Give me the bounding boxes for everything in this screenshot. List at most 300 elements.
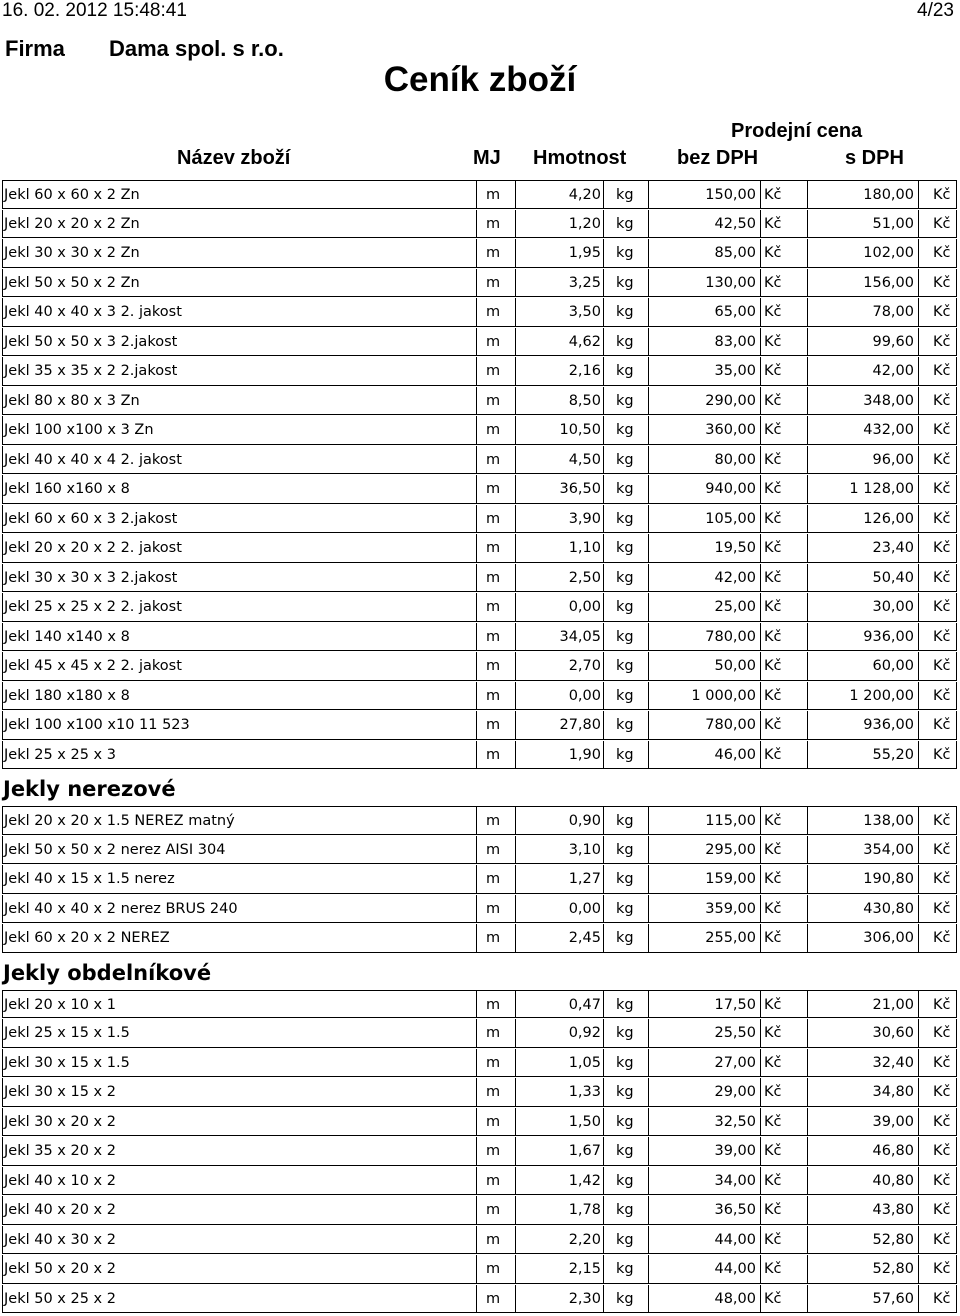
table-row (2, 1255, 957, 1285)
item-unit: m (476, 623, 515, 652)
currency-label: Kč (918, 1137, 957, 1166)
item-name: Jekl 30 x 30 x 3 2.jakost (2, 564, 476, 593)
item-weight: 4,50 (515, 446, 603, 475)
price-with-vat: 102,00 (807, 239, 918, 268)
weight-unit: kg (603, 269, 648, 298)
price-without-vat: 27,00 (648, 1049, 760, 1078)
weight-unit: kg (603, 1049, 648, 1078)
table-row (2, 1137, 957, 1167)
currency-label: Kč (760, 623, 807, 652)
price-with-vat: 1 128,00 (807, 475, 918, 504)
item-name: Jekl 20 x 20 x 2 2. jakost (2, 534, 476, 563)
item-weight: 2,15 (515, 1255, 603, 1284)
price-without-vat: 159,00 (648, 865, 760, 894)
currency-label: Kč (760, 836, 807, 865)
page-number: 4/23 (917, 0, 954, 21)
item-name: Jekl 100 x100 x 3 Zn (2, 416, 476, 445)
currency-label: Kč (918, 1167, 957, 1196)
price-with-vat: 156,00 (807, 269, 918, 298)
weight-unit: kg (603, 593, 648, 622)
weight-unit: kg (603, 180, 648, 209)
item-weight: 1,20 (515, 210, 603, 239)
table-row (2, 180, 957, 210)
currency-label: Kč (760, 1196, 807, 1225)
item-unit: m (476, 387, 515, 416)
item-name: Jekl 35 x 35 x 2 2.jakost (2, 357, 476, 386)
price-without-vat: 360,00 (648, 416, 760, 445)
item-unit: m (476, 328, 515, 357)
price-without-vat: 46,00 (648, 741, 760, 770)
price-with-vat: 354,00 (807, 836, 918, 865)
price-with-vat: 306,00 (807, 924, 918, 953)
currency-label: Kč (918, 534, 957, 563)
table-row (2, 652, 957, 682)
section-heading (2, 770, 957, 806)
price-with-vat: 138,00 (807, 806, 918, 835)
price-with-vat: 57,60 (807, 1285, 918, 1314)
section-title: Jekly nerezové (3, 777, 176, 801)
table-row (2, 269, 957, 299)
header-mj: MJ (473, 147, 501, 169)
price-without-vat: 50,00 (648, 652, 760, 681)
currency-label: Kč (918, 210, 957, 239)
weight-unit: kg (603, 924, 648, 953)
weight-unit: kg (603, 534, 648, 563)
table-row (2, 298, 957, 328)
currency-label: Kč (760, 475, 807, 504)
currency-label: Kč (918, 357, 957, 386)
item-name: Jekl 40 x 30 x 2 (2, 1226, 476, 1255)
currency-label: Kč (760, 505, 807, 534)
table-row (2, 865, 957, 895)
section-heading (2, 954, 957, 990)
table-row (2, 1049, 957, 1079)
item-name: Jekl 50 x 50 x 2 nerez AISI 304 (2, 836, 476, 865)
item-weight: 1,95 (515, 239, 603, 268)
price-table (2, 180, 957, 1314)
currency-label: Kč (760, 593, 807, 622)
item-name: Jekl 50 x 25 x 2 (2, 1285, 476, 1314)
weight-unit: kg (603, 741, 648, 770)
item-name: Jekl 40 x 10 x 2 (2, 1167, 476, 1196)
item-unit: m (476, 1078, 515, 1107)
weight-unit: kg (603, 357, 648, 386)
price-without-vat: 44,00 (648, 1226, 760, 1255)
price-without-vat: 290,00 (648, 387, 760, 416)
price-with-vat: 30,60 (807, 1019, 918, 1048)
weight-unit: kg (603, 1285, 648, 1314)
item-name: Jekl 180 x180 x 8 (2, 682, 476, 711)
weight-unit: kg (603, 990, 648, 1019)
item-unit: m (476, 298, 515, 327)
item-unit: m (476, 416, 515, 445)
table-row (2, 1019, 957, 1049)
item-weight: 36,50 (515, 475, 603, 504)
price-with-vat: 936,00 (807, 623, 918, 652)
price-without-vat: 1 000,00 (648, 682, 760, 711)
item-name: Jekl 30 x 20 x 2 (2, 1108, 476, 1137)
currency-label: Kč (760, 1167, 807, 1196)
weight-unit: kg (603, 1019, 648, 1048)
currency-label: Kč (760, 1285, 807, 1314)
weight-unit: kg (603, 806, 648, 835)
item-weight: 10,50 (515, 416, 603, 445)
currency-label: Kč (918, 1049, 957, 1078)
price-without-vat: 25,00 (648, 593, 760, 622)
price-without-vat: 295,00 (648, 836, 760, 865)
currency-label: Kč (760, 1078, 807, 1107)
currency-label: Kč (760, 387, 807, 416)
weight-unit: kg (603, 1226, 648, 1255)
currency-label: Kč (918, 298, 957, 327)
price-with-vat: 348,00 (807, 387, 918, 416)
item-unit: m (476, 836, 515, 865)
item-unit: m (476, 1167, 515, 1196)
weight-unit: kg (603, 865, 648, 894)
item-unit: m (476, 1196, 515, 1225)
item-unit: m (476, 711, 515, 740)
currency-label: Kč (918, 1196, 957, 1225)
price-with-vat: 126,00 (807, 505, 918, 534)
table-row (2, 593, 957, 623)
currency-label: Kč (918, 1108, 957, 1137)
item-name: Jekl 60 x 20 x 2 NEREZ (2, 924, 476, 953)
price-with-vat: 34,80 (807, 1078, 918, 1107)
item-name: Jekl 50 x 20 x 2 (2, 1255, 476, 1284)
item-name: Jekl 50 x 50 x 3 2.jakost (2, 328, 476, 357)
table-row (2, 1108, 957, 1138)
currency-label: Kč (760, 1137, 807, 1166)
price-without-vat: 780,00 (648, 623, 760, 652)
table-row (2, 711, 957, 741)
item-unit: m (476, 1255, 515, 1284)
item-name: Jekl 25 x 15 x 1.5 (2, 1019, 476, 1048)
item-name: Jekl 60 x 60 x 2 Zn (2, 180, 476, 209)
item-unit: m (476, 180, 515, 209)
price-with-vat: 60,00 (807, 652, 918, 681)
currency-label: Kč (918, 475, 957, 504)
item-name: Jekl 30 x 30 x 2 Zn (2, 239, 476, 268)
item-weight: 1,42 (515, 1167, 603, 1196)
currency-label: Kč (918, 505, 957, 534)
price-with-vat: 32,40 (807, 1049, 918, 1078)
currency-label: Kč (918, 741, 957, 770)
currency-label: Kč (918, 990, 957, 1019)
item-weight: 1,50 (515, 1108, 603, 1137)
weight-unit: kg (603, 1137, 648, 1166)
table-row (2, 623, 957, 653)
item-name: Jekl 20 x 20 x 2 Zn (2, 210, 476, 239)
weight-unit: kg (603, 895, 648, 924)
header-hmotnost: Hmotnost (533, 147, 627, 169)
firm-label: Firma (5, 36, 65, 61)
table-row (2, 806, 957, 836)
item-name: Jekl 40 x 15 x 1.5 nerez (2, 865, 476, 894)
currency-label: Kč (918, 564, 957, 593)
currency-label: Kč (760, 806, 807, 835)
price-with-vat: 46,80 (807, 1137, 918, 1166)
price-without-vat: 150,00 (648, 180, 760, 209)
item-unit: m (476, 239, 515, 268)
item-weight: 4,62 (515, 328, 603, 357)
price-without-vat: 42,50 (648, 210, 760, 239)
currency-label: Kč (760, 357, 807, 386)
item-name: Jekl 25 x 25 x 3 (2, 741, 476, 770)
price-with-vat: 43,80 (807, 1196, 918, 1225)
price-without-vat: 65,00 (648, 298, 760, 327)
currency-label: Kč (918, 924, 957, 953)
price-with-vat: 55,20 (807, 741, 918, 770)
currency-label: Kč (918, 623, 957, 652)
price-with-vat: 23,40 (807, 534, 918, 563)
item-weight: 8,50 (515, 387, 603, 416)
item-unit: m (476, 990, 515, 1019)
currency-label: Kč (918, 806, 957, 835)
currency-label: Kč (918, 1255, 957, 1284)
price-without-vat: 105,00 (648, 505, 760, 534)
weight-unit: kg (603, 387, 648, 416)
table-row (2, 990, 957, 1020)
currency-label: Kč (760, 1226, 807, 1255)
table-row (2, 682, 957, 712)
weight-unit: kg (603, 298, 648, 327)
price-without-vat: 17,50 (648, 990, 760, 1019)
item-unit: m (476, 1226, 515, 1255)
item-name: Jekl 60 x 60 x 3 2.jakost (2, 505, 476, 534)
item-weight: 1,67 (515, 1137, 603, 1166)
weight-unit: kg (603, 682, 648, 711)
table-row (2, 416, 957, 446)
table-row (2, 564, 957, 594)
weight-unit: kg (603, 475, 648, 504)
item-weight: 1,78 (515, 1196, 603, 1225)
price-without-vat: 35,00 (648, 357, 760, 386)
weight-unit: kg (603, 1255, 648, 1284)
item-unit: m (476, 806, 515, 835)
currency-label: Kč (918, 387, 957, 416)
price-without-vat: 130,00 (648, 269, 760, 298)
price-without-vat: 359,00 (648, 895, 760, 924)
weight-unit: kg (603, 1167, 648, 1196)
currency-label: Kč (760, 1255, 807, 1284)
currency-label: Kč (760, 924, 807, 953)
price-with-vat: 50,40 (807, 564, 918, 593)
item-weight: 2,30 (515, 1285, 603, 1314)
item-unit: m (476, 505, 515, 534)
currency-label: Kč (918, 1019, 957, 1048)
price-with-vat: 99,60 (807, 328, 918, 357)
table-row (2, 446, 957, 476)
weight-unit: kg (603, 623, 648, 652)
item-weight: 0,00 (515, 895, 603, 924)
page-title: Ceník zboží (383, 60, 577, 99)
weight-unit: kg (603, 505, 648, 534)
header-nazev: Název zboží (177, 147, 291, 169)
weight-unit: kg (603, 711, 648, 740)
item-unit: m (476, 564, 515, 593)
currency-label: Kč (760, 682, 807, 711)
table-row (2, 895, 957, 925)
currency-label: Kč (760, 564, 807, 593)
weight-unit: kg (603, 836, 648, 865)
item-weight: 2,70 (515, 652, 603, 681)
item-name: Jekl 40 x 40 x 4 2. jakost (2, 446, 476, 475)
item-weight: 0,00 (515, 593, 603, 622)
item-name: Jekl 20 x 10 x 1 (2, 990, 476, 1019)
item-unit: m (476, 652, 515, 681)
price-with-vat: 96,00 (807, 446, 918, 475)
firm-line (5, 36, 284, 62)
item-weight: 0,90 (515, 806, 603, 835)
item-unit: m (476, 741, 515, 770)
item-name: Jekl 40 x 20 x 2 (2, 1196, 476, 1225)
price-without-vat: 255,00 (648, 924, 760, 953)
weight-unit: kg (603, 328, 648, 357)
currency-label: Kč (760, 1049, 807, 1078)
item-weight: 1,05 (515, 1049, 603, 1078)
currency-label: Kč (918, 895, 957, 924)
item-name: Jekl 45 x 45 x 2 2. jakost (2, 652, 476, 681)
currency-label: Kč (918, 328, 957, 357)
table-row (2, 505, 957, 535)
item-weight: 1,10 (515, 534, 603, 563)
price-with-vat: 78,00 (807, 298, 918, 327)
weight-unit: kg (603, 239, 648, 268)
weight-unit: kg (603, 416, 648, 445)
currency-label: Kč (760, 711, 807, 740)
table-row (2, 1285, 957, 1315)
price-with-vat: 40,80 (807, 1167, 918, 1196)
price-with-vat: 430,80 (807, 895, 918, 924)
currency-label: Kč (918, 416, 957, 445)
item-name: Jekl 35 x 20 x 2 (2, 1137, 476, 1166)
currency-label: Kč (918, 1078, 957, 1107)
item-unit: m (476, 1137, 515, 1166)
currency-label: Kč (918, 865, 957, 894)
item-weight: 3,25 (515, 269, 603, 298)
currency-label: Kč (918, 1285, 957, 1314)
weight-unit: kg (603, 446, 648, 475)
item-unit: m (476, 924, 515, 953)
price-with-vat: 39,00 (807, 1108, 918, 1137)
table-row (2, 1226, 957, 1256)
price-without-vat: 115,00 (648, 806, 760, 835)
currency-label: Kč (760, 1108, 807, 1137)
price-without-vat: 25,50 (648, 1019, 760, 1048)
price-without-vat: 85,00 (648, 239, 760, 268)
price-with-vat: 52,80 (807, 1226, 918, 1255)
section-title: Jekly obdelníkové (3, 960, 212, 985)
table-row (2, 357, 957, 387)
item-name: Jekl 50 x 50 x 2 Zn (2, 269, 476, 298)
price-with-vat: 936,00 (807, 711, 918, 740)
currency-label: Kč (760, 269, 807, 298)
table-row (2, 1196, 957, 1226)
item-weight: 1,90 (515, 741, 603, 770)
item-name: Jekl 100 x100 x10 11 523 (2, 711, 476, 740)
currency-label: Kč (760, 895, 807, 924)
item-unit: m (476, 210, 515, 239)
price-without-vat: 80,00 (648, 446, 760, 475)
item-unit: m (476, 1019, 515, 1048)
currency-label: Kč (760, 416, 807, 445)
price-with-vat: 190,80 (807, 865, 918, 894)
weight-unit: kg (603, 210, 648, 239)
item-unit: m (476, 534, 515, 563)
currency-label: Kč (918, 593, 957, 622)
price-without-vat: 42,00 (648, 564, 760, 593)
item-name: Jekl 30 x 15 x 2 (2, 1078, 476, 1107)
table-row (2, 475, 957, 505)
item-weight: 1,33 (515, 1078, 603, 1107)
item-name: Jekl 80 x 80 x 3 Zn (2, 387, 476, 416)
price-with-vat: 52,80 (807, 1255, 918, 1284)
item-unit: m (476, 895, 515, 924)
table-row (2, 1078, 957, 1108)
price-without-vat: 44,00 (648, 1255, 760, 1284)
price-without-vat: 19,50 (648, 534, 760, 563)
price-with-vat: 432,00 (807, 416, 918, 445)
item-name: Jekl 25 x 25 x 2 2. jakost (2, 593, 476, 622)
item-weight: 3,10 (515, 836, 603, 865)
item-weight: 3,90 (515, 505, 603, 534)
weight-unit: kg (603, 1196, 648, 1225)
price-with-vat: 42,00 (807, 357, 918, 386)
item-name: Jekl 40 x 40 x 2 nerez BRUS 240 (2, 895, 476, 924)
item-name: Jekl 30 x 15 x 1.5 (2, 1049, 476, 1078)
currency-label: Kč (760, 990, 807, 1019)
item-weight: 2,45 (515, 924, 603, 953)
price-with-vat: 180,00 (807, 180, 918, 209)
price-without-vat: 32,50 (648, 1108, 760, 1137)
currency-label: Kč (918, 269, 957, 298)
price-without-vat: 36,50 (648, 1196, 760, 1225)
item-unit: m (476, 475, 515, 504)
item-weight: 0,00 (515, 682, 603, 711)
price-with-vat: 30,00 (807, 593, 918, 622)
currency-label: Kč (918, 652, 957, 681)
currency-label: Kč (918, 682, 957, 711)
item-name: Jekl 20 x 20 x 1.5 NEREZ matný (2, 806, 476, 835)
firm-name: Dama spol. s r.o. (109, 36, 284, 61)
item-unit: m (476, 1108, 515, 1137)
item-unit: m (476, 357, 515, 386)
price-without-vat: 34,00 (648, 1167, 760, 1196)
weight-unit: kg (603, 564, 648, 593)
currency-label: Kč (760, 210, 807, 239)
header-bez-dph: bez DPH (677, 147, 759, 169)
item-unit: m (476, 1285, 515, 1314)
currency-label: Kč (760, 239, 807, 268)
currency-label: Kč (918, 836, 957, 865)
item-weight: 27,80 (515, 711, 603, 740)
item-weight: 0,47 (515, 990, 603, 1019)
currency-label: Kč (760, 652, 807, 681)
currency-label: Kč (918, 180, 957, 209)
table-row (2, 328, 957, 358)
weight-unit: kg (603, 1108, 648, 1137)
table-row (2, 210, 957, 240)
currency-label: Kč (760, 180, 807, 209)
item-unit: m (476, 865, 515, 894)
header-s-dph: s DPH (845, 147, 904, 169)
currency-label: Kč (760, 298, 807, 327)
table-row (2, 387, 957, 417)
price-with-vat: 21,00 (807, 990, 918, 1019)
item-unit: m (476, 269, 515, 298)
table-row (2, 836, 957, 866)
currency-label: Kč (760, 865, 807, 894)
